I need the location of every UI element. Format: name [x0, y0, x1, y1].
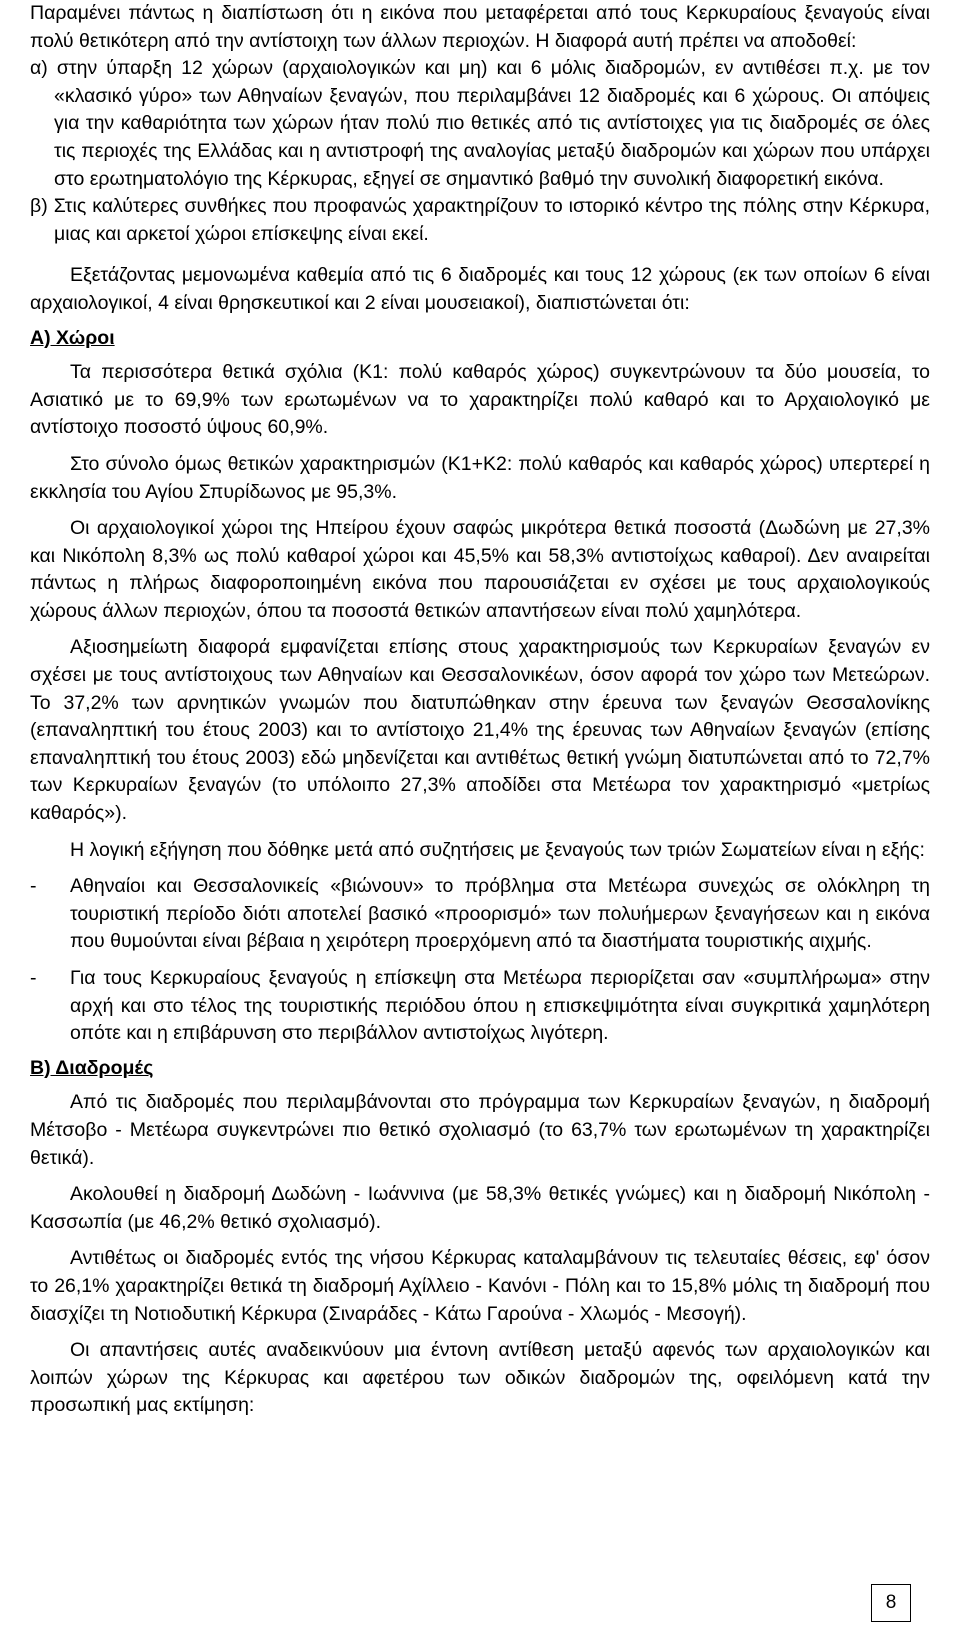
paragraph-museums: Τα περισσότερα θετικά σχόλια (Κ1: πολύ καθαρός χώρος) συγκεντρώνουν τα δύο μουσεία, το Ασιατικό με το 69,9% των ερωτωμένων να το χαρακτηρίζει πολύ καθαρό και το Αρχαιολογικό με αντίστοιχο ποσοστό ύψους 60,9%. [30, 361, 930, 439]
paragraph-meteora: Αξιοσημείωτη διαφορά εμφανίζεται επίσης στους χαρακτηρισμούς των Κερκυραίων ξεναγών εν σχέσει με τους αντίστοιχους των Αθηναίων και Θεσσαλονικέων, όσον αφορά τον χώρο των Μετεώρων. Το 37,2% των αρνητικών γνωμών που διατυπώθηκαν στην έρευνα των ξεναγών Θεσσαλονίκης (επαναληπτική του έτους 2003) και το αντίστοιχο 21,4% της έρευνας των Αθηναίων ξεναγών (επίσης επαναληπτική του έτους 2003) εδώ μηδενίζεται και αντιθέτως θετική γνώμη διατυπώνεται από το 72,7% των Κερκυραίων ξεναγών (το υπόλοιπο 27,3% αποδίδει στα Μετέωρα τον χαρακτηρισμό «μετρίως καθαρός»). [30, 636, 930, 825]
dash-marker: - [30, 967, 37, 989]
list-item-a: α) στην ύπαρξη 12 χώρων (αρχαιολογικών και μη) και 6 μόλις διαδρομών, εν αντιθέσει π.χ. με τον «κλασικό γύρο» των Αθηναίων ξεναγών, που περιλαμβάνει 12 διαδρομές και 6 χώρους. Οι απόψεις για την καθαριότητα των χώρων ήταν πολύ πιο θετικές από τις αντίστοιχες για τις διαδρομές σε όλες τις περιοχές της Ελλάδας και η αντιστροφή της αναλογίας μεταξύ διαδρομών και χώρων που υπάρχει στο ερωτηματολόγιο της Κέρκυρας, εξηγεί σε σημαντικό βαθμό την συνολική διαφορετική εικόνα. [30, 57, 930, 190]
dash-item-text: Για τους Κερκυραίους ξεναγούς η επίσκεψη στα Μετέωρα περιορίζεται σαν «συμπλήρωμα» στην αρχή και στο τέλος της τουριστικής περιόδου όπου η επισκεψιμότητα είναι συγκριτικά χαμηλότερη οπότε και η επιβάρυνση στο περιβάλλον αντιστοίχως λιγότερη. [70, 967, 930, 1045]
paragraph-conclusion: Οι απαντήσεις αυτές αναδεικνύουν μια έντονη αντίθεση μεταξύ αφενός των αρχαιολογικών και λοιπών χώρων της Κέρκυρας και αφετέρου των οδικών διαδρομών της, οφειλόμενη κατά την προσωπική μας εκτίμηση: [30, 1339, 930, 1417]
section-heading-routes: Β) Διαδρομές [30, 1056, 154, 1079]
document-page [30, 0, 930, 1420]
paragraph-intro: Παραμένει πάντως η διαπίστωση ότι η εικόνα που μεταφέρεται από τους Κερκυραίους ξεναγούς είναι πολύ θετικότερη από την αντίστοιχη των άλλων περιοχών. Η διαφορά αυτή πρέπει να αποδοθεί: [30, 2, 930, 52]
dash-item-2 [30, 965, 930, 1048]
dash-marker: - [30, 875, 37, 898]
section-heading-spaces: Α) Χώροι [30, 326, 115, 349]
paragraph-explanation: Η λογική εξήγηση που δόθηκε μετά από συζητήσεις με ξεναγούς των τριών Σωματείων είναι η εξής: [70, 838, 925, 861]
list-item-b: β) Στις καλύτερες συνθήκες που προφανώς χαρακτηρίζουν το ιστορικό κέντρο της πόλης στην Κέρκυρα, μιας και αρκετοί χώροι επίσκεψης είναι εκεί. [30, 195, 930, 245]
paragraph-dodoni: Ακολουθεί η διαδρομή Δωδώνη - Ιωάννινα (με 58,3% θετικές γνώμες) και η διαδρομή Νικόπολη - Κασσωπία (με 46,2% θετικό σχολιασμό). [30, 1183, 930, 1233]
paragraph-epirus: Οι αρχαιολογικοί χώροι της Ηπείρου έχουν σαφώς μικρότερα θετικά ποσοστά (Δωδώνη με 27,3% και Νικόπολη 8,3% ως πολύ καθαροί χώροι και 45,5% και 58,3% αντιστοίχως καθαροί). Δεν αναιρείται πάντως η πλήρως διαφοροποιημένη εικόνα που παρουσιάζεται εν σχέσει με τους αρχαιολογικούς χώρους άλλων περιοχών, όπου τα ποσοστά θετικών απαντήσεων είναι πολύ χαμηλότερα. [30, 517, 930, 622]
paragraph-examining: Εξετάζοντας μεμονωμένα καθεμία από τις 6 διαδρομές και τους 12 χώρους (εκ των οποίων 6 είναι αρχαιολογικοί, 4 είναι θρησκευτικοί και 2 είναι μουσειακοί), διαπιστώνεται ότι: [30, 264, 930, 314]
page-number: 8 [871, 1584, 911, 1622]
paragraph-corfu-routes: Αντιθέτως οι διαδρομές εντός της νήσου Κέρκυρας καταλαμβάνουν τις τελευταίες θέσεις, εφ' όσον το 26,1% χαρακτηρίζει θετικά τη διαδρομή Αχίλλειο - Κανόνι - Πόλη και το 15,8% μόλις τη διαδρομή που διασχίζει τη Νοτιοδυτική Κέρκυρα (Σιναράδες - Κάτω Γαρούνα - Χλωμός - Μεσογή). [30, 1247, 930, 1325]
paragraph-metsovo: Από τις διαδρομές που περιλαμβάνονται στο πρόγραμμα των Κερκυραίων ξεναγών, η διαδρομή Μέτσοβο - Μετέωρα συγκεντρώνει πιο θετικό σχολιασμό (το 63,7% των ερωτωμένων τη χαρακτηρίζει θετικά). [30, 1091, 930, 1169]
dash-item-text: Αθηναίοι και Θεσσαλονικείς «βιώνουν» το πρόβλημα στα Μετέωρα συνεχώς σε ολόκληρη τη τουριστική περίοδο διότι αποτελεί βασικό «προορισμό» των πολυήμερων ξεναγήσεων και η εικόνα που θυμούνται είναι βέβαια η χειρότερη προερχόμενη από τα διαστήματα τουριστικής αιχμής. [70, 875, 930, 953]
dash-item-1 [30, 873, 930, 956]
paragraph-church: Στο σύνολο όμως θετικών χαρακτηρισμών (Κ1+Κ2: πολύ καθαρός και καθαρός χώρος) υπερτερεί η εκκλησία του Αγίου Σπυρίδωνος με 95,3%. [30, 452, 930, 503]
